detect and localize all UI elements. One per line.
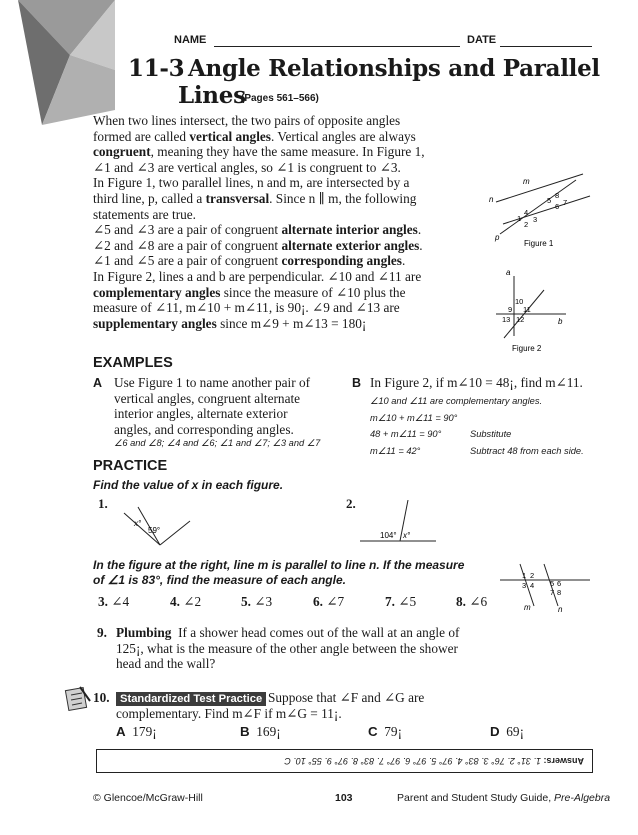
intro-line: statements are true. (93, 206, 197, 222)
fig2-label-9: 9 (508, 305, 513, 314)
intro-line: complementary angles since the measure of ∠10 plus the (93, 284, 406, 300)
date-line (500, 46, 592, 47)
question-9-number: 9. (97, 625, 107, 640)
intro-line: In Figure 1, two parallel lines, n and m, are intersected by a (93, 175, 410, 191)
intro-line: formed are called vertical angles. Vertical angles are always (93, 128, 416, 144)
example-b-letter: B (352, 376, 362, 390)
p1-x-label: x° (134, 519, 142, 528)
fig2-label-11: 11 (523, 305, 531, 314)
question-10-line2: complementary. Find m∠F if m∠G = 11¡. (116, 706, 342, 721)
practice-item-4: 4. ∠2 (170, 594, 202, 609)
q9-line3: head and the wall? (116, 656, 216, 672)
practice-item-7: 7. ∠5 (385, 594, 417, 609)
figure-3 (500, 560, 590, 620)
intro-line: ∠1 and ∠3 are vertical angles, so ∠1 is congruent to ∠3. (93, 159, 401, 175)
p2-angle-label: 104° (380, 531, 397, 540)
footer-copyright: © Glencoe/McGraw-Hill (93, 792, 203, 804)
fig1-label-5: 5 (547, 196, 552, 205)
practice-heading: PRACTICE (93, 458, 168, 474)
fig1-label-4: 4 (524, 208, 529, 217)
example-a-line: angles, and corresponding angles. (114, 421, 294, 437)
problem-1-number: 1. (98, 496, 108, 511)
page-number: 103 (335, 792, 353, 804)
statement-2: ∠2 and ∠8 are a pair of congruent alternate exterior angles. (93, 237, 423, 253)
problem-2-number: 2. (346, 496, 356, 511)
example-b-step3: 48 + m∠11 = 90° (370, 429, 442, 439)
parallel-instruction (93, 558, 493, 588)
standardized-test-tag: Standardized Test Practice (116, 689, 266, 707)
intro-text (93, 113, 473, 331)
lesson-number: 11-3 (128, 55, 185, 82)
fig1-label-n: n (489, 195, 494, 204)
problem-2-figure (360, 500, 440, 544)
fig1-label-8: 8 (555, 191, 560, 200)
intro-line: third line, p, called a transversal. Since n ∥ m, the following (93, 190, 417, 206)
example-b-step3-note: Substitute (470, 429, 512, 439)
example-a-text (114, 375, 344, 437)
intro-line: supplementary angles since m∠9 + m∠13 = 180¡ (93, 315, 367, 331)
practice-instruction: Find the value of x in each figure. (93, 478, 284, 492)
answers-text: 1. 31° 2. 76° 3. 83° 4. 97° 5. 97° 6. 97° 7. 83° 8. 97° 9. 55° 10. C (284, 756, 541, 766)
fig1-caption: Figure 1 (524, 239, 554, 248)
figure-2 (496, 268, 576, 354)
example-a-line: interior angles, alternate exterior (114, 406, 288, 422)
fig1-label-7: 7 (563, 198, 568, 207)
practice-item-3: 3. ∠4 (98, 594, 130, 609)
fig1-label-p: p (495, 233, 500, 242)
practice-item-8: 8. ∠6 (456, 594, 488, 609)
fig3-label-n: n (558, 605, 563, 614)
parallel-instruction-line2: of ∠1 is 83°, find the measure of each angle. (93, 573, 346, 587)
statement-1: ∠5 and ∠3 are a pair of congruent alternate interior angles. (93, 222, 422, 238)
example-a-answer: ∠6 and ∠8; ∠4 and ∠6; ∠1 and ∠7; ∠3 and ∠7 (114, 438, 321, 448)
practice-item-6: 6. ∠7 (313, 594, 345, 609)
example-a-line: vertical angles, congruent alternate (114, 390, 301, 406)
q9-line2: 125¡, what is the measure of the other angle between the shower (116, 640, 458, 656)
p2-x-label: x° (403, 531, 411, 540)
choice-b[interactable]: B 169¡ (240, 724, 281, 739)
example-b-step2: m∠10 + m∠11 = 90° (370, 413, 458, 423)
choice-c[interactable]: C 79¡ (368, 724, 402, 739)
example-a-letter: A (93, 376, 103, 390)
test-practice-icon (64, 683, 92, 713)
question-10-number: 10. (93, 690, 110, 705)
example-b-step4: m∠11 = 42° (370, 446, 421, 456)
fig2-label-13: 13 (502, 315, 511, 324)
fig3-label-7: 7 (550, 588, 555, 597)
fig3-label-1: 1 (522, 571, 527, 580)
fig3-label-4: 4 (530, 581, 535, 590)
corner-graphic (0, 0, 115, 130)
fig1-label-m: m (523, 177, 530, 186)
figure-1 (488, 172, 598, 252)
practice-item-5: 5. ∠3 (241, 594, 273, 609)
fig3-label-6: 6 (557, 579, 562, 588)
fig3-label-m: m (524, 603, 531, 612)
example-b-step4-note: Subtract 48 from each side. (470, 446, 584, 456)
fig1-label-3: 3 (533, 215, 538, 224)
answers-box (96, 749, 593, 773)
fig1-label-2: 2 (524, 220, 529, 229)
parallel-instruction-line1: In the figure at the right, line m is parallel to line n. If the measure (93, 558, 465, 572)
answers-label: Answers: (543, 756, 584, 766)
question-9-text (116, 625, 516, 672)
example-b-question: In Figure 2, if m∠10 = 48¡, find m∠11. (370, 375, 583, 390)
name-line (214, 46, 460, 47)
page-range: (Pages 561–566) (241, 93, 319, 104)
intro-line: measure of ∠11, m∠10 + m∠11, is 90¡. ∠9 and ∠13 are (93, 300, 400, 316)
intro-line: In Figure 2, lines a and b are perpendicular. ∠10 and ∠11 are (93, 268, 422, 284)
fig1-label-1: 1 (517, 214, 522, 223)
fig3-label-3: 3 (522, 581, 527, 590)
choice-d[interactable]: D 69¡ (490, 724, 524, 739)
question-10-line1: Suppose that ∠F and ∠G are (268, 690, 425, 705)
name-label: NAME (174, 34, 207, 46)
date-label: DATE (467, 34, 497, 46)
intro-line: When two lines intersect, the two pairs of opposite angles (93, 113, 401, 128)
fig3-label-2: 2 (530, 571, 535, 580)
page-title: Angle Relationships and Parallel (188, 55, 600, 82)
intro-line: congruent, meaning they have the same measure. In Figure 1, (93, 144, 425, 160)
statement-3: ∠1 and ∠5 are a pair of congruent corresponding angles. (93, 253, 406, 269)
fig2-caption: Figure 2 (512, 344, 542, 353)
choice-a[interactable]: A 179¡ (116, 724, 157, 739)
examples-heading: EXAMPLES (93, 355, 173, 371)
fig2-label-12: 12 (516, 315, 525, 324)
example-b-step1: ∠10 and ∠11 are complementary angles. (370, 396, 543, 406)
fig1-label-6: 6 (555, 202, 560, 211)
fig2-label-b: b (558, 317, 563, 326)
page-title-line2: Lines (178, 82, 246, 109)
p1-angle-label: 59° (148, 526, 161, 535)
fig2-label-a: a (506, 268, 511, 277)
fig2-label-10: 10 (515, 297, 524, 306)
q9-line1: Plumbing If a shower head comes out of the wall at an angle of (116, 625, 460, 640)
fig3-label-5: 5 (550, 579, 555, 588)
example-a-line: Use Figure 1 to name another pair of (114, 375, 311, 390)
problem-1-figure (118, 505, 198, 555)
fig3-label-8: 8 (557, 588, 562, 597)
footer-book-title: Parent and Student Study Guide, Pre-Algebra (397, 792, 611, 804)
